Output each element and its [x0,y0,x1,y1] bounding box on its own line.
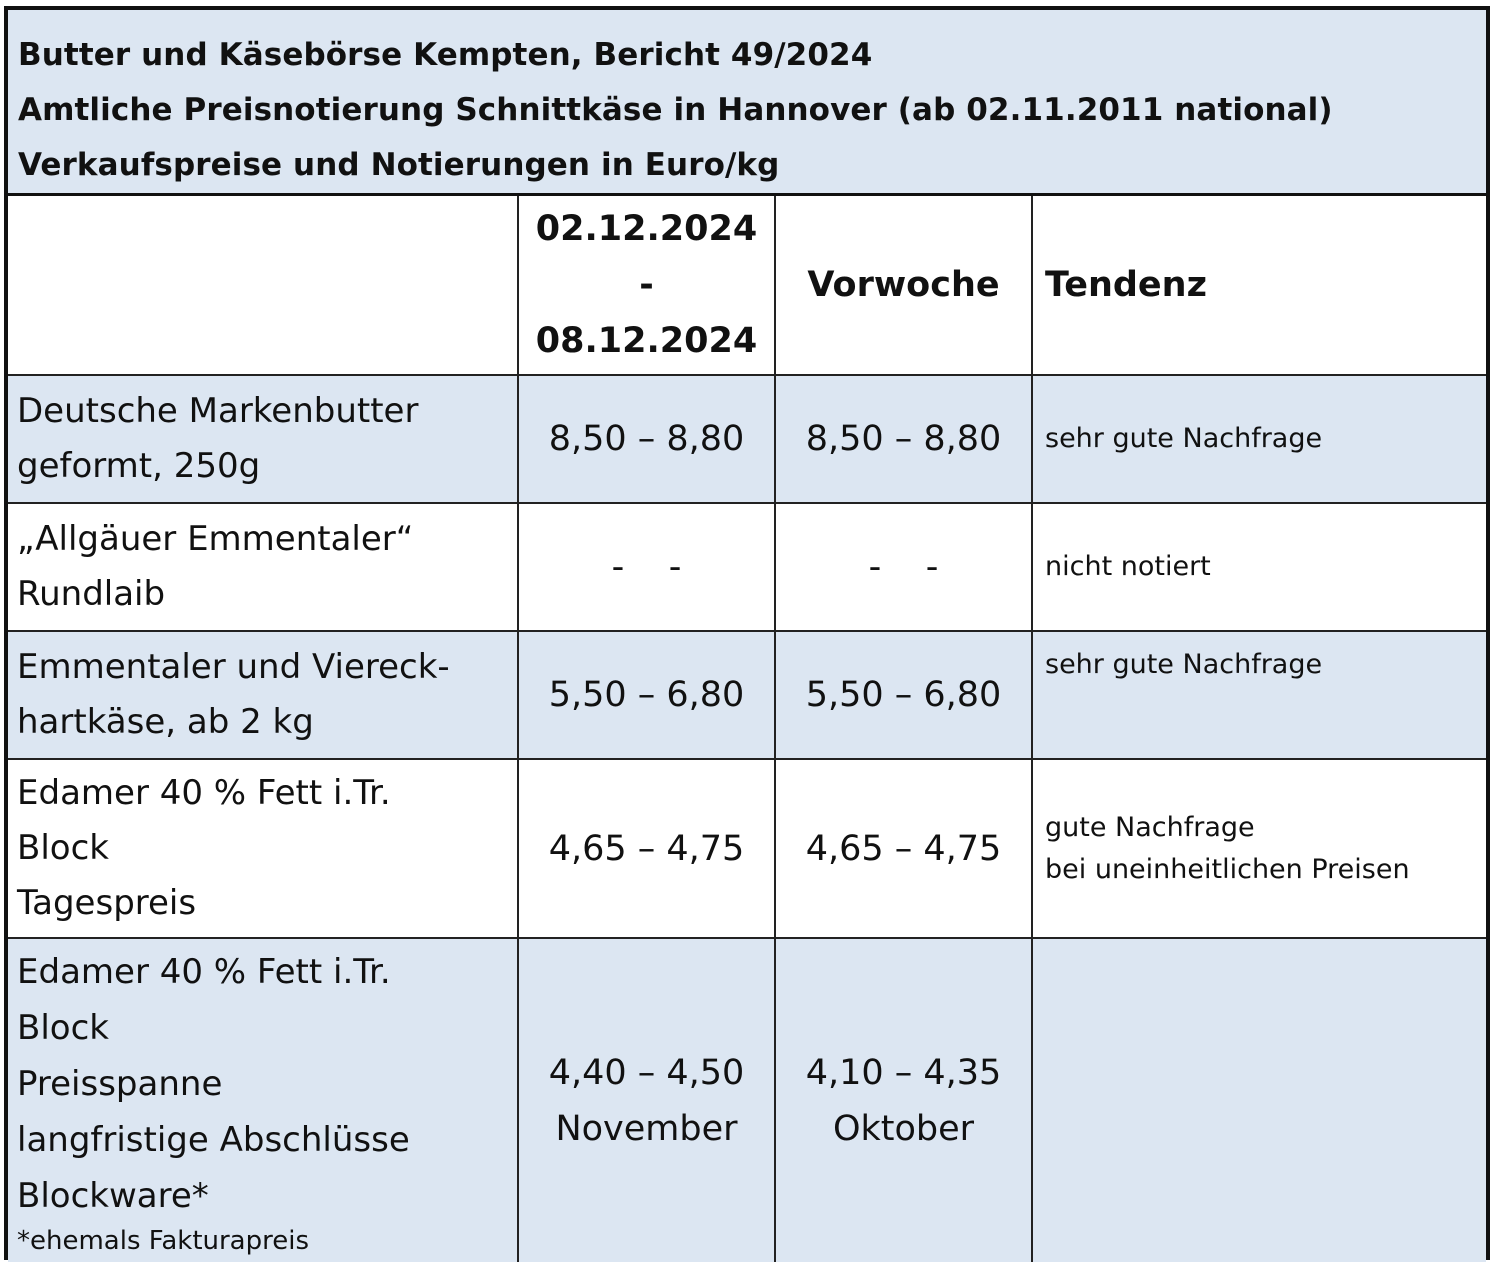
table-row [8,375,1486,503]
table-row [8,938,1486,1262]
product-name: „Allgäuer Emmentaler“ [17,519,414,559]
product-goods-type: Blockware* [17,1175,209,1216]
previous-price-cell [775,938,1032,1262]
trend-text [1032,938,1486,1262]
trend-line: bei uneinheitlichen Preisen [1045,853,1410,885]
header-product-cell [8,196,518,375]
report-units: Verkaufspreise und Notierungen in Euro/kg [18,147,780,183]
period-start: 02.12.2024 [535,209,758,249]
table-row [8,631,1486,759]
previous-price: 4,10 – 4,35 [805,1052,1002,1093]
current-price: 8,50 – 8,80 [518,375,775,503]
current-price: - - [518,503,775,631]
previous-price: - - [775,503,1032,631]
product-detail: geformt, 250g [17,446,261,486]
product-form: Block [17,828,109,868]
header-current-period [518,196,775,375]
product-form: Block [17,1007,109,1048]
period-separator: - [639,265,654,305]
header-previous-week: Vorwoche [775,196,1032,375]
product-name: Deutsche Markenbutter [17,391,419,431]
previous-price: 8,50 – 8,80 [775,375,1032,503]
product-cell [8,759,518,938]
product-detail: Rundlaib [17,574,166,614]
product-cell [8,631,518,759]
table-row [8,503,1486,631]
product-contract-type: langfristige Abschlüsse [17,1119,410,1160]
price-report-table-frame [4,6,1490,1260]
table-header-row [8,196,1486,375]
trend-text: nicht notiert [1032,503,1486,631]
previous-price: 4,65 – 4,75 [775,759,1032,938]
period-end: 08.12.2024 [535,321,758,361]
current-price: 4,40 – 4,50 [548,1052,745,1093]
product-name: Emmentaler und Viereck- [17,647,450,687]
report-header [8,10,1486,196]
price-table [8,196,1486,1262]
current-price: 4,65 – 4,75 [518,759,775,938]
current-price-cell [518,938,775,1262]
product-name: Edamer 40 % Fett i.Tr. [17,773,391,813]
report-title: Butter und Käsebörse Kempten, Bericht 49/2024 [18,37,873,73]
current-price: 5,50 – 6,80 [518,631,775,759]
report-subtitle: Amtliche Preisnotierung Schnittkäse in Hannover (ab 02.11.2011 national) [18,92,1333,128]
header-trend: Tendenz [1032,196,1486,375]
current-month: November [555,1108,738,1149]
product-cell [8,375,518,503]
trend-text [1032,759,1486,938]
trend-line: gute Nachfrage [1045,811,1255,843]
trend-text: sehr gute Nachfrage [1032,631,1486,759]
product-name: Edamer 40 % Fett i.Tr. [17,951,391,992]
previous-price: 5,50 – 6,80 [775,631,1032,759]
previous-month: Oktober [832,1108,975,1149]
footnote: *ehemals Fakturapreis [17,1225,310,1256]
product-price-type: Preisspanne [17,1063,223,1104]
product-cell [8,503,518,631]
trend-text: sehr gute Nachfrage [1032,375,1486,503]
product-detail: hartkäse, ab 2 kg [17,702,314,742]
product-cell [8,938,518,1262]
product-price-type: Tagespreis [17,883,197,923]
table-row [8,759,1486,938]
